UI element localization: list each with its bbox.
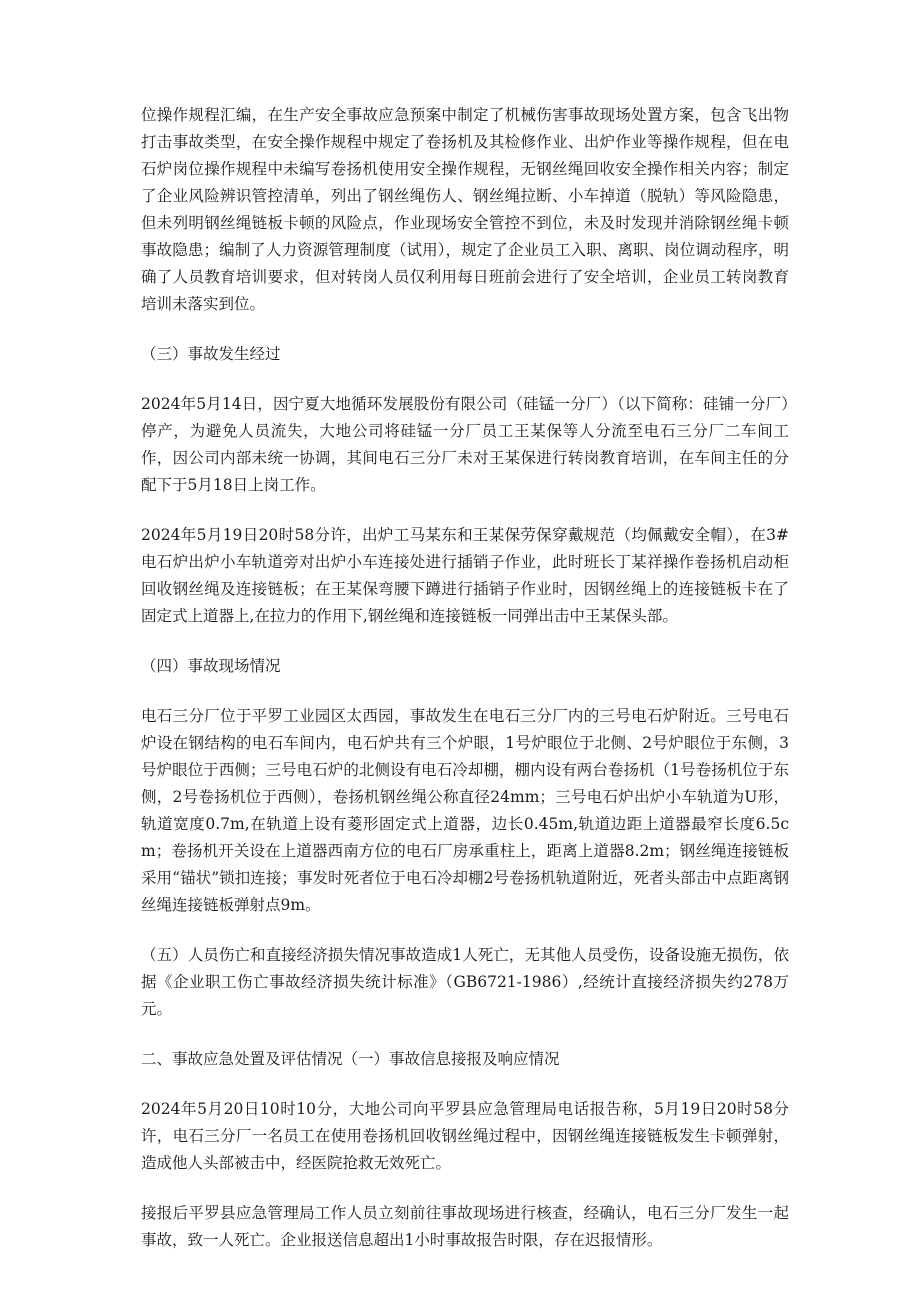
paragraph-accident-event: 2024年5月19日20时58分许，出炉工马某东和王某保劳保穿戴规范（均佩戴安全帽），在3#电石炉出炉小车轨道旁对出炉小车连接处进行插销子作业，此时班长丁某祥操作卷扬机启动柜回收钢丝绳及连接链板；在王某保弯腰下蹲进行插销子作业时，因钢丝绳上的连接链板卡在了固定式上道器上,在拉力的作用下,钢丝绳和连接链板一同弹出击中王某保头部。 bbox=[141, 526, 789, 625]
section-heading-scene: （四）事故现场情况 bbox=[141, 657, 281, 675]
section-heading-accident-process: （三）事故发生经过 bbox=[141, 345, 281, 363]
paragraph-background: 2024年5月14日，因宁夏大地循环发展股份有限公司（硅锰一分厂）（以下简称：硅铺一分厂）停产，为避免人员流失，大地公司将硅锰一分厂员工王某保等人分流至电石三分厂二车间工作，因公司内部未统一协调，其间电石三分厂未对王某保进行转岗教育培训，在车间主任的分配下于5月18日上岗工作。 bbox=[141, 395, 789, 494]
section-heading-emergency-response: 二、事故应急处置及评估情况（一）事故信息接报及响应情况 bbox=[141, 1050, 560, 1068]
document-page bbox=[141, 102, 789, 1277]
paragraph-casualties-losses: （五）人员伤亡和直接经济损失情况事故造成1人死亡，无其他人员受伤，设备设施无损伤，依据《企业职工伤亡事故经济损失统计标准》（GB6721-1986）,经统计直接经济损失约278万元。 bbox=[141, 946, 789, 1018]
paragraph-regulations: 位操作规程汇编，在生产安全事故应急预案中制定了机械伤害事故现场处置方案，包含飞出物打击事故类型，在安全操作规程中规定了卷扬机及其检修作业、出炉作业等操作规程，但在电石炉岗位操作规程中未编写卷扬机使用安全操作规程，无钢丝绳回收安全操作相关内容；制定了企业风险辨识管控清单，列出了钢丝绳伤人、钢丝绳拉断、小车掉道（脱轨）等风险隐患，但未列明钢丝绳链板卡顿的风险点，作业现场安全管控不到位，未及时发现并消除钢丝绳卡顿事故隐患；编制了人力资源管理制度（试用），规定了企业员工入职、离职、岗位调动程序，明确了人员教育培训要求，但对转岗人员仅利用每日班前会进行了安全培训，企业员工转岗教育培训未落实到位。 bbox=[141, 106, 789, 313]
paragraph-verification: 接报后平罗县应急管理局工作人员立刻前往事故现场进行核查，经确认，电石三分厂发生一起事故，致一人死亡。企业报送信息超出1小时事故报告时限，存在迟报情形。 bbox=[141, 1204, 789, 1249]
paragraph-scene-details: 电石三分厂位于平罗工业园区太西园，事故发生在电石三分厂内的三号电石炉附近。三号电石炉设在钢结构的电石车间内，电石炉共有三个炉眼，1号炉眼位于北侧、2号炉眼位于东侧，3号炉眼位于西侧；三号电石炉的北侧设有电石冷却棚，棚内设有两台卷扬机（1号卷扬机位于东侧，2号卷扬机位于西侧），卷扬机钢丝绳公称直径24mm；三号电石炉出炉小车轨道为U形，轨道宽度0.7m,在轨道上设有菱形固定式上道器，边长0.45m,轨道边距上道器最窄长度6.5cm；卷扬机开关设在上道器西南方位的电石厂房承重柱上，距离上道器8.2m；钢丝绳连接链板采用“锚状”锁扣连接；事发时死者位于电石冷却棚2号卷扬机轨道附近，死者头部击中点距离钢丝绳连接链板弹射点9m。 bbox=[141, 707, 789, 914]
paragraph-report-received: 2024年5月20日10时10分，大地公司向平罗县应急管理局电话报告称，5月19日20时58分许，电石三分厂一名员工在使用卷扬机回收钢丝绳过程中，因钢丝绳连接链板发生卡顿弹射，造成他人头部被击中，经医院抢救无效死亡。 bbox=[141, 1100, 789, 1172]
